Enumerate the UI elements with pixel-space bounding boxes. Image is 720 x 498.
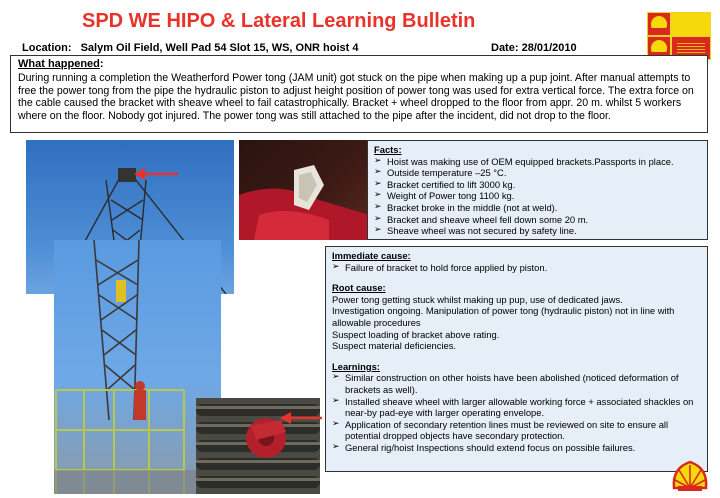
what-happened-text: During running a completion the Weatherford Power tong (JAM unit) got stuck on the pipe when making up a pup joint. After manual attempts to free the power tong from the pipe the hydraulic piston to adjust height position of power tong was used for extra vertical force. The extra force on the cable caused the bracket with sheave wheel to fail catastrophically. Bracket + wheel dropped to the floor from appr. 20 m. whilst 5 workers where on the floor. Nobody got injured. The power tong was still attached to the pipe after the incident, did not drop to the floor. [18,72,694,122]
location-value: Salym Oil Field, Well Pad 54 Slot 15, WS, ONR hoist 4 [80,42,359,54]
immediate-cause-heading: Immediate cause: [332,250,411,261]
list-item: ➢ Failure of bracket to hold force applied by piston. [332,262,701,274]
root-cause-heading: Root cause: [332,282,386,294]
list-item: ➢ Hoist was making use of OEM equipped brackets.Passports in place. [374,156,701,168]
list-item: ➢ Application of secondary retention lines must be reviewed on site to ensure all potential dropped objects have secondary protection. [332,419,701,442]
list-item: ➢ Sheave wheel was not secured by safety line. [374,225,701,237]
facts-list [374,156,701,237]
logo-tile [647,12,671,36]
facts-panel [367,140,708,240]
date-value: 28/01/2010 [521,42,577,54]
shell-mini-icon [651,40,667,52]
what-happened-panel [10,55,708,133]
list-item: ➢ Bracket certified to lift 3000 kg. [374,179,701,191]
list-item: ➢ Bracket and sheave wheel fell down some 20 m. [374,214,701,226]
cause-learnings-panel [325,246,708,472]
learnings-heading: Learnings: [332,360,380,372]
shell-mini-icon [651,16,667,28]
learnings-list [332,372,701,453]
list-item: ➢ Bracket broke in the middle (not at weld). [374,202,701,214]
arrow-to-wheel-icon [280,410,324,426]
what-happened-heading: What happened: [18,58,104,70]
bracket-drawing [239,140,370,240]
location-line [22,42,358,54]
facts-heading: Facts: [374,144,402,155]
photo-broken-bracket [239,140,370,240]
date-line [491,42,577,54]
list-item: ➢ Outside temperature –25 °C. [374,167,701,179]
list-item: ➢ Installed sheave wheel with larger allowable working force + associated shackles on near-by pad-eye with larger operating envelope. [332,396,701,419]
arrow-to-rig-top-icon [134,166,180,182]
bulletin-title: SPD WE HIPO & Lateral Learning Bulletin [82,10,476,32]
root-cause-line: Suspect material deficiencies. [332,340,457,352]
root-cause-line: Suspect loading of bracket above rating. [332,328,500,340]
location-label: Location: [22,42,72,54]
root-cause-line: Investigation ongoing. Manipulation of power tong (hydraulic piston) not in line with allowable procedures [332,305,675,328]
logo-tile [671,12,711,36]
root-cause-line: Power tong getting stuck whilst making up pup, use of dedicated jaws. [332,293,623,305]
list-item: ➢ Similar construction on other hoists have been abolished (noticed deformation of brackets as well). [332,372,701,395]
shell-logo-icon [670,458,710,492]
logo-text-lines [677,43,705,53]
list-item: ➢ General rig/hoist Inspections should extend focus on possible failures. [332,442,701,454]
date-label: Date: [491,42,519,54]
immediate-cause-list [332,262,701,274]
list-item: ➢ Weight of Power tong 1100 kg. [374,190,701,202]
hse-logo-grid [647,12,709,58]
